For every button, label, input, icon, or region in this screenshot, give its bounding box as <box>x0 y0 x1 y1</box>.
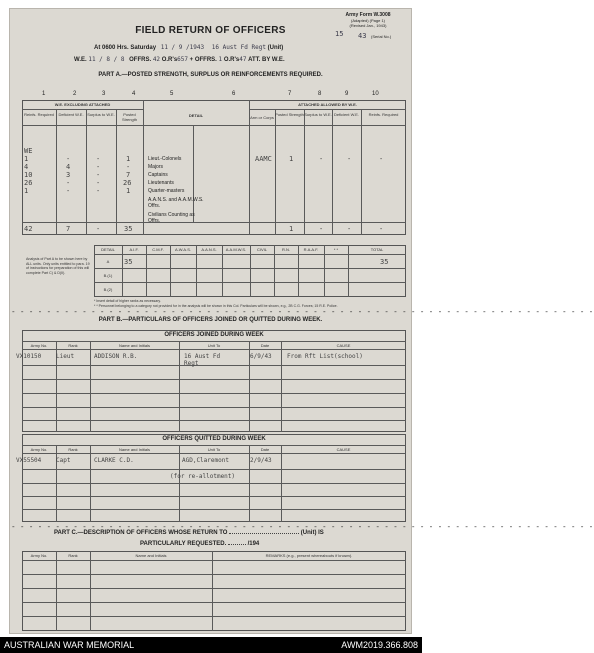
quitted-col-head: Rank <box>68 447 78 452</box>
analysis-head: R.N. <box>282 247 290 252</box>
quitted-name: CLARKE C.D. <box>94 457 134 464</box>
part-c-blank <box>229 533 299 534</box>
quitted-col-head: Name and Initials <box>119 447 150 452</box>
col-head: Deficient W.E. <box>333 112 360 117</box>
col-head: Posted Strength <box>275 112 304 117</box>
col-num: 10 <box>372 91 379 97</box>
quitted-col-head: Army No. <box>30 447 48 452</box>
footer-bar <box>0 637 422 653</box>
joined-army-no: VX10150 <box>16 353 42 360</box>
reinfs-cell: - <box>379 155 384 163</box>
col-num: 7 <box>288 91 292 97</box>
col-head: Surplus to W.E. <box>87 112 115 117</box>
analysis-head: * * <box>333 247 339 252</box>
joined-row <box>10 353 411 369</box>
quitted-row <box>10 457 411 473</box>
table-row: 10 3 - 7 <box>24 171 131 179</box>
we-excl-heading: W.E. EXCLUDING ATTACHED <box>54 102 111 107</box>
analysis-row-label: B.(1) <box>103 273 113 278</box>
part-c-text: PART C.—DESCRIPTION OF OFFICERS WHOSE RETURN TO <box>54 530 228 536</box>
part-c-requested: PARTICULARLY REQUESTED. <box>140 541 227 547</box>
analysis-footnote-1: * Insert detail of higher ranks as necessary. <box>94 299 161 303</box>
table-row: WE <box>24 147 33 155</box>
col-head: Reinfs. Required <box>24 112 54 117</box>
table-row: 26 - - 26 <box>24 179 132 187</box>
col-num: 9 <box>345 91 349 97</box>
quitted-col-head: CAUSE <box>336 447 351 452</box>
part-c-col-head: Army No. <box>30 553 48 558</box>
analysis-row-label: B.(2) <box>103 287 113 292</box>
footer-right: AWM2019.366.808 <box>341 640 418 650</box>
at-line-unit-label: (Unit) <box>267 45 284 51</box>
col-num: 4 <box>132 91 136 97</box>
analysis-head: C.M.F. <box>152 247 164 252</box>
part-a-heading: PART A.—POSTED STRENGTH, SURPLUS OR REINFORCEMENTS REQUIRED. <box>98 72 323 78</box>
serial-hw-top: 15 <box>335 30 344 38</box>
part-c-col-head: REMARKS (e.g., present whereabouts if known). <box>265 553 353 558</box>
at-line-date: 11 / 9 /194 <box>160 44 201 51</box>
table-row: 1 - - 1 <box>24 187 131 195</box>
analysis-head: TOTAL <box>370 247 384 252</box>
posted-cell: 1 <box>289 155 294 163</box>
analysis-note: Analysis of Part A to be shown here by ALL units. Only units entitled to para. 19 of instructions for preparation of this will complete Part C) & D(II). <box>26 257 90 275</box>
detail-item: Captains <box>148 172 168 178</box>
col-num: 3 <box>102 91 106 97</box>
quitted-cause: (for re-allotment) <box>170 473 236 480</box>
we-line <box>74 56 285 63</box>
joined-col-head: Rank <box>68 343 78 348</box>
form-ref-line2: (Adapted) (Page 1) <box>350 18 386 23</box>
col-head: DETAIL <box>188 113 204 118</box>
joined-col-head: CAUSE <box>336 343 351 348</box>
table-row: 1 - - 1 <box>24 155 131 163</box>
joined-unit: 16 Aust Fd Regt <box>184 353 221 367</box>
quitted-col-head: Date <box>260 447 270 452</box>
form-ref-line3: (Revised Jan., 1943) <box>349 23 387 28</box>
or-label: O.R's <box>161 57 178 63</box>
part-c-heading <box>54 530 324 536</box>
right-data-row <box>249 155 406 163</box>
left-data-rows <box>22 147 143 195</box>
part-c-line2 <box>140 541 259 547</box>
table-row: 4 4 - - <box>24 163 131 171</box>
offrs-label: OFFRS. <box>129 57 152 63</box>
quitted-army-no: VX55504 <box>16 457 42 464</box>
quitted-date: 2/9/43 <box>250 457 272 464</box>
analysis-head: CIVIL <box>256 247 267 252</box>
joined-title: OFFICERS JOINED DURING WEEK <box>164 332 264 338</box>
footer-left: AUSTRALIAN WAR MEMORIAL <box>4 640 135 650</box>
serial-hw-num: 43 <box>358 32 367 40</box>
joined-rank: Lieut <box>56 353 75 360</box>
joined-col-head: Unit To <box>207 343 221 348</box>
analysis-aif-value: 35 <box>124 258 133 266</box>
joined-col-head: Army No. <box>30 343 48 348</box>
analysis-footnote-2: * * Personnel belonging to a category not provided for in the analysis will be shown in this Col. Particulars will be shown, e.g., 2B C.G. Forces; 15 R.E. Police. <box>94 304 338 308</box>
analysis-total-value: 35 <box>380 258 389 266</box>
arm-corps-cell: AAMC <box>255 155 272 163</box>
att-label: ATT. BY W.E. <box>248 57 285 63</box>
detail-list <box>148 155 248 224</box>
form-ref-line1: Army Form W.3008 <box>345 12 391 18</box>
col-num: 6 <box>232 91 236 97</box>
at-line-unit: 16 Aust Fd Regt <box>211 44 266 51</box>
or2-label: O.R's <box>223 57 240 63</box>
part-c-table <box>22 551 406 631</box>
col-num: 2 <box>73 91 77 97</box>
quitted-unit: AGD,Claremont <box>182 457 229 464</box>
col-head: Reinfs. Required <box>368 112 399 117</box>
we-label: W.E. <box>74 57 87 63</box>
perforation: - - - - - - - - - - - - - - - - - - - - - - - - - - - - - - - - - - - - - - - - - - - - - - - - - - - - - - - - - - - - - - - - - - <box>12 522 594 531</box>
totals-row: 42 7 - 35 1 - - - <box>24 225 384 233</box>
col-head: Arm or Corps <box>250 115 274 120</box>
part-c-col-head: Rank <box>68 553 78 558</box>
joined-date: 6/9/43 <box>250 353 272 360</box>
analysis-head: R.A.A.F. <box>303 247 319 252</box>
part-c-date: /194 <box>247 541 260 547</box>
col-num: 5 <box>170 91 174 97</box>
offrs2-hw: 1 <box>218 56 223 63</box>
analysis-head: A.W.A.S. <box>174 247 191 252</box>
analysis-head: A.A.M.W.S. <box>225 247 247 252</box>
part-b-heading: PART B.—PARTICULARS OF OFFICERS JOINED OR QUITTED DURING WEEK. <box>98 317 323 323</box>
col-head: Posted Strength <box>121 112 138 122</box>
part-c-col-head: Name and Initials <box>135 553 167 558</box>
detail-item: Majors <box>148 164 164 170</box>
joined-name: ADDISON R.B. <box>94 353 138 360</box>
col-num: 1 <box>42 91 46 97</box>
at-line-label: At 0600 Hrs. Saturday <box>94 45 157 51</box>
surplus-cell: - <box>319 155 324 163</box>
at-line <box>94 44 283 51</box>
form-title: FIELD RETURN OF OFFICERS <box>135 25 286 36</box>
quitted-title: OFFICERS QUITTED DURING WEEK <box>162 436 266 442</box>
detail-item: Quarter-masters <box>148 188 185 194</box>
at-line-year: 3 <box>200 44 205 51</box>
we-hw: 11 / 8 / 8 <box>88 56 125 63</box>
detail-item: Lieutenants <box>148 180 174 186</box>
part-c-date-blank <box>228 544 246 545</box>
detail-item: Civilians Counting as Offrs. <box>148 212 195 224</box>
detail-item: Lieut.-Colonels <box>148 156 182 162</box>
analysis-head: DETAIL <box>101 247 115 252</box>
form-page <box>10 9 594 633</box>
or-hw: 657 <box>177 56 188 63</box>
column-numbers <box>10 91 411 99</box>
col-num: 8 <box>318 91 322 97</box>
analysis-head: A.A.N.S. <box>201 247 217 252</box>
or2-hw: 47 <box>239 56 247 63</box>
detail-item: A.A.N.S. and A.A.M.W.S. Offrs. <box>148 197 204 209</box>
serial-label: (Serial No.) <box>371 34 392 39</box>
deficient-cell: - <box>347 155 352 163</box>
joined-col-head: Date <box>260 343 270 348</box>
perforation: - - - - - - - - - - - - - - - - - - - - - - - - - - - - - - - - - - - - - - - - - - - - - - - - - - - - - - - - - - - - - - - - - - <box>12 307 594 316</box>
quitted-col-head: Unit To <box>207 447 221 452</box>
attached-heading: ATTACHED ALLOWED BY W.E. <box>298 102 357 107</box>
part-c-unit: (Unit) IS <box>300 530 324 536</box>
analysis-head: A.I.F. <box>129 247 139 252</box>
col-head: Deficient W.E. <box>58 112 84 117</box>
offrs-hw: 42 <box>152 56 161 63</box>
plus-offrs-label: + OFFRS. <box>189 57 217 63</box>
joined-cause: From Rft List(school) <box>287 353 363 360</box>
joined-col-head: Name and Initials <box>119 343 150 348</box>
analysis-row-label: A <box>106 259 110 264</box>
quitted-rank: Capt <box>56 457 71 464</box>
col-head: Surplus to W.E. <box>304 112 332 117</box>
